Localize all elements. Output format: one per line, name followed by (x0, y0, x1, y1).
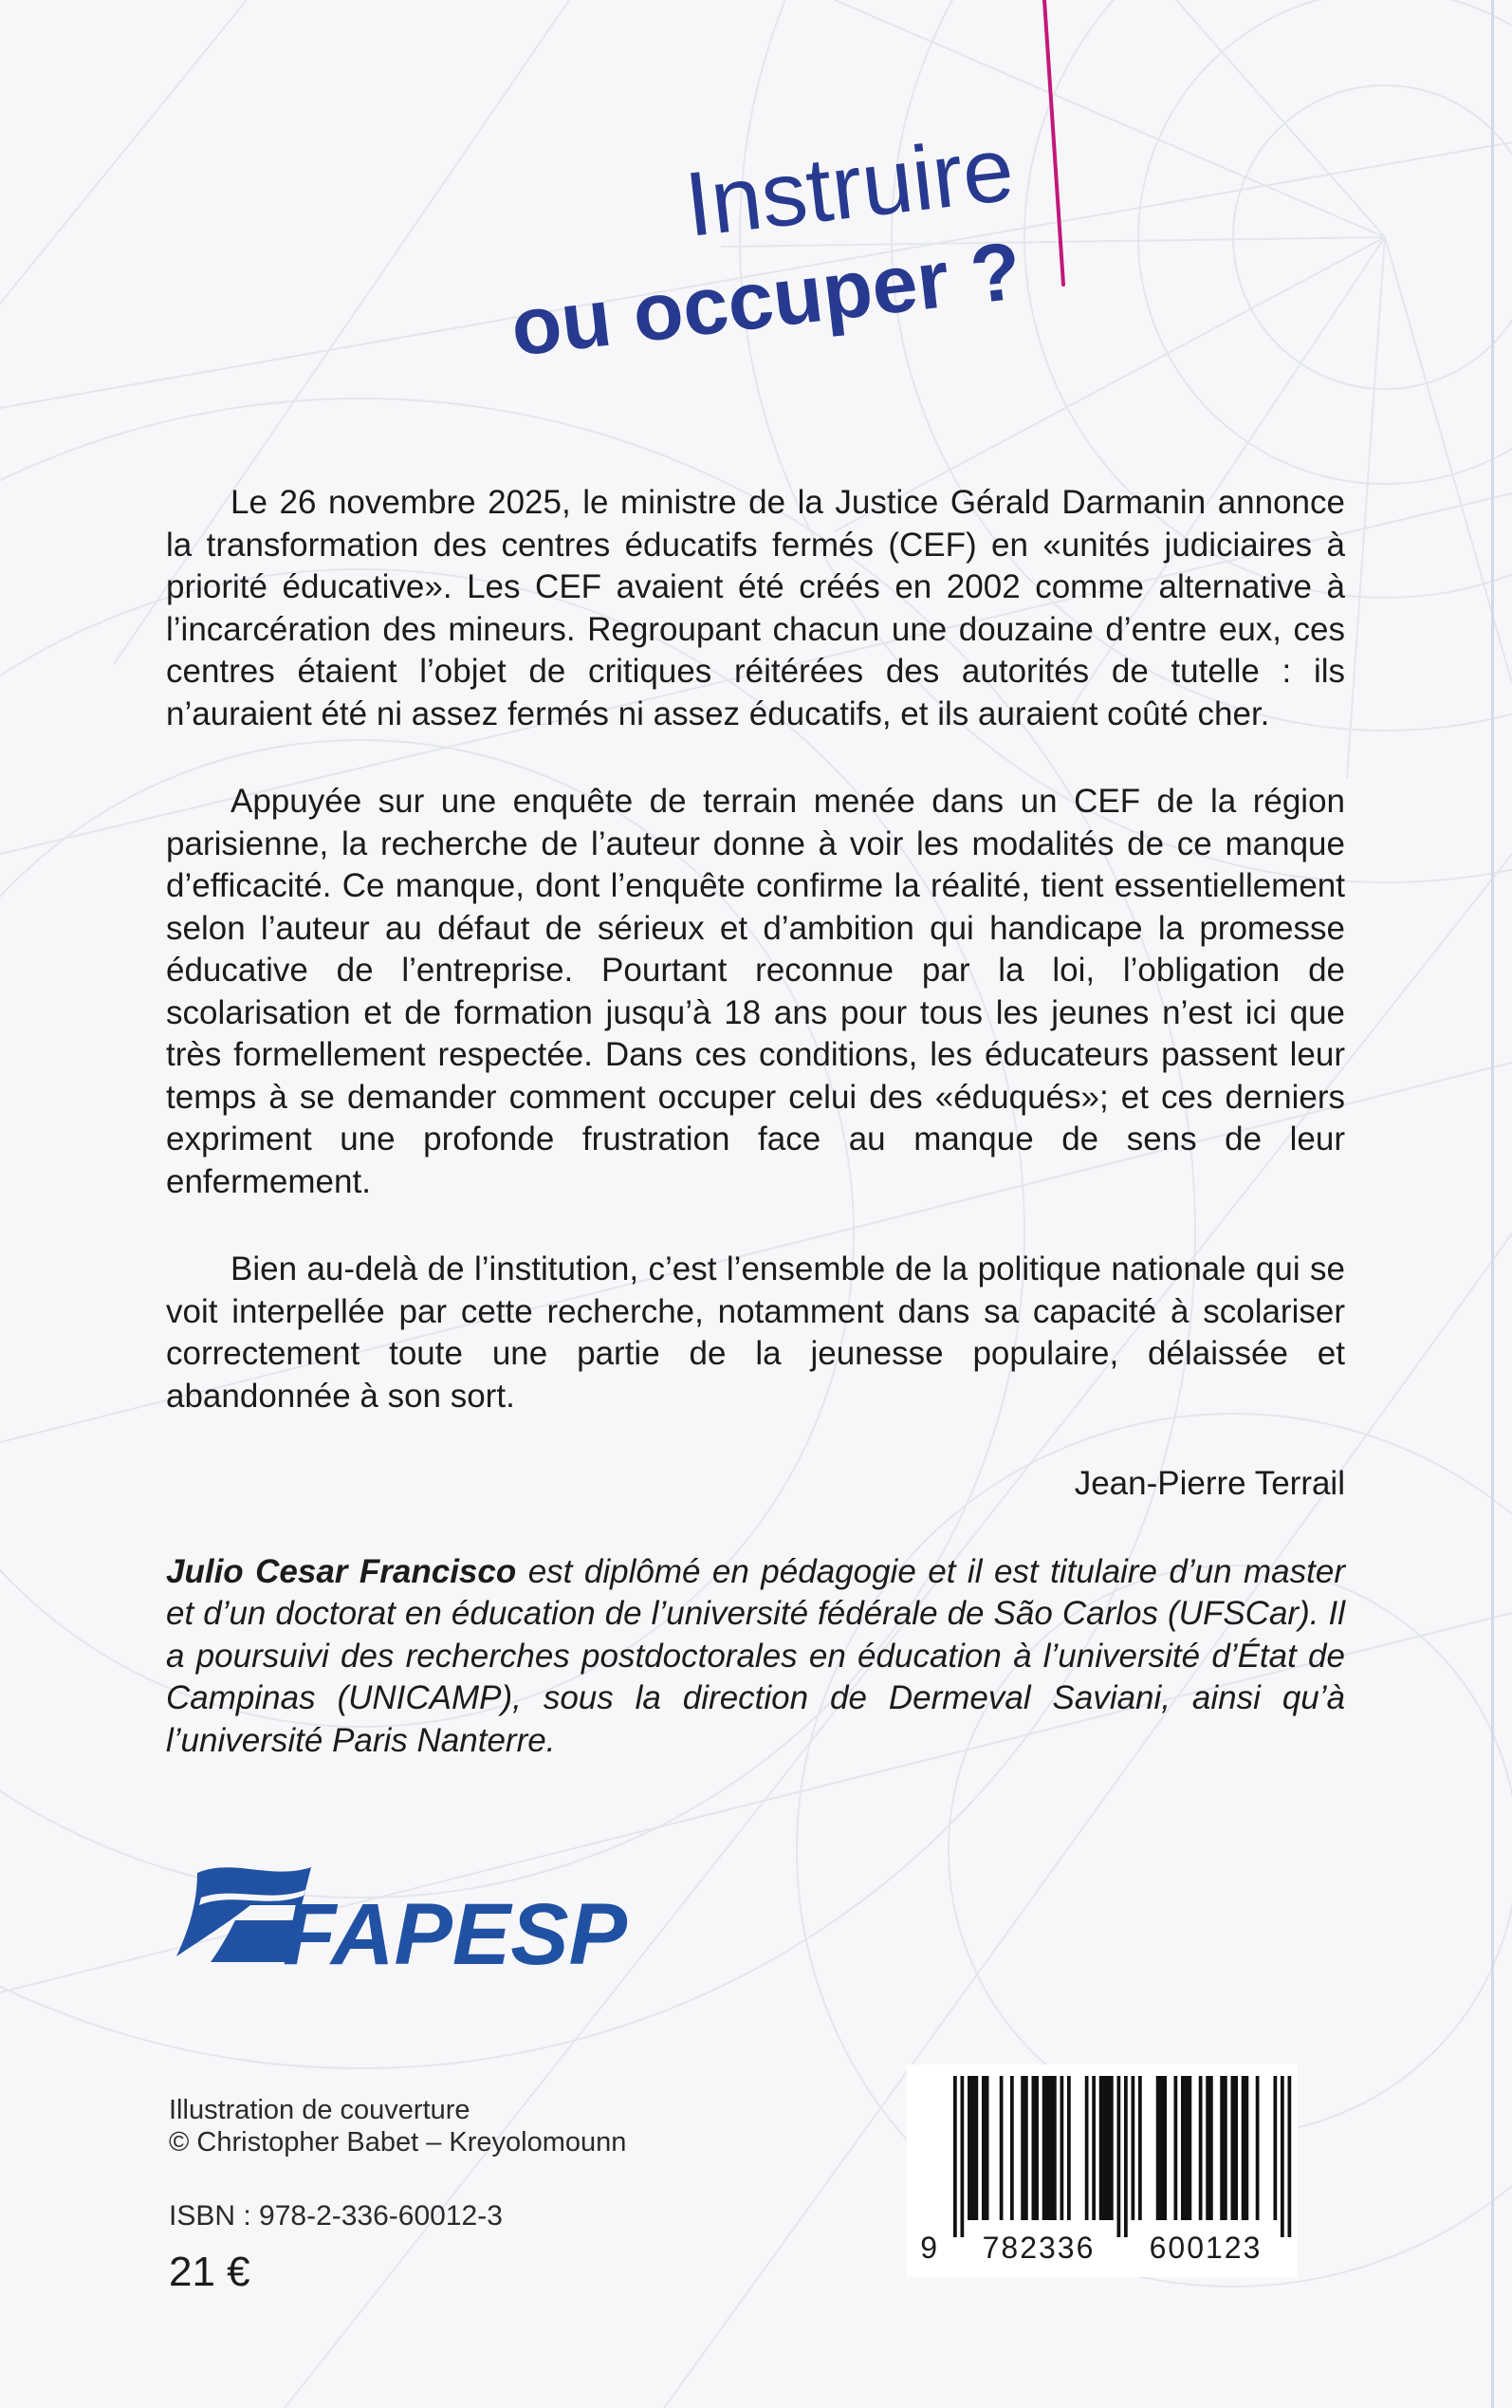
barcode-bar (1174, 2076, 1178, 2220)
barcode-bar (1206, 2076, 1213, 2220)
barcode-guard-bar (961, 2076, 965, 2237)
paragraph-3: Bien au-delà de l’institution, c’est l’ensemble de la politique nationale qui se voit interpellée par cette recherche, notamment dans sa capacité à scolariser correctement toute une partie de la jeunesse populaire, délaissée et abandonnée à son sort. (166, 1250, 1345, 1415)
pattern-line (1176, 0, 1385, 237)
barcode-bar (1138, 2076, 1142, 2220)
fapesp-wordmark: FAPESP (283, 1886, 628, 1973)
barcode-right-digits: 600123 (1149, 2231, 1263, 2265)
barcode-bar (1021, 2076, 1028, 2220)
barcode-bar (1256, 2076, 1260, 2220)
pattern-line (1347, 237, 1385, 778)
barcode-bar (1199, 2076, 1203, 2220)
barcode-bar (1099, 2076, 1114, 2220)
barcode-bar (1220, 2076, 1227, 2220)
barcode-guard-bar (1117, 2076, 1121, 2237)
barcode-bar (1010, 2076, 1014, 2220)
barcode-first-digit: 9 (920, 2231, 939, 2265)
barcode-guard-bar (1124, 2076, 1128, 2237)
ean-barcode (907, 2065, 1298, 2277)
barcode-bar (1085, 2076, 1089, 2220)
back-cover-text (166, 482, 1345, 1762)
barcode-bar (1092, 2076, 1096, 2220)
barcode-guard-bar (953, 2076, 957, 2237)
title-line-1: Instruire (680, 118, 1019, 256)
price: 21 € (169, 2249, 250, 2295)
author-name: Julio Cesar Francisco (166, 1552, 517, 1590)
paragraph-2: Appuyée sur une enquête de terrain menée dans un CEF de la région parisienne, la recherche de l’auteur donne à voir les modalités de ce manque d’efficacité. Ce manque, dont l’enquête confirme la réalité, tient essentiellement selon l’auteur au défaut de sérieux et d’ambition qui handicape la promesse éducative de l’entreprise. Pourtant reconnue par la loi, l’obligation de scolarisation et de formation jusqu’à 18 ans pour tous les jeunes n’est ici que très formellement respectée. Dans ces conditions, les éducateurs passent leur temps à se demander comment occuper celui des «éduqués»; et ces derniers expriment une profonde frustration face au manque de sens de leur enfermement. (166, 783, 1345, 1200)
credit-line-2: © Christopher Babet – Kreyolomounn (169, 2127, 627, 2158)
barcode-bar (1231, 2076, 1239, 2220)
barcode-left-digits: 782336 (982, 2231, 1096, 2265)
title-line-2: ou occuper ? (507, 225, 1026, 374)
barcode-guard-bar (1281, 2076, 1284, 2237)
barcode-bar (968, 2076, 978, 2220)
barcode-bar (1274, 2076, 1278, 2220)
barcode-bar (982, 2076, 989, 2220)
spine-edge (1491, 0, 1494, 2408)
fapesp-logo (176, 1860, 641, 1973)
barcode-bar (1242, 2076, 1249, 2220)
pattern-line (0, 0, 247, 304)
barcode-bar (1181, 2076, 1191, 2220)
paragraph-1: Le 26 novembre 2025, le ministre de la Justice Gérald Darmanin annonce la transformation des centres éducatifs fermés (CEF) en «unités judiciaires à priorité éducative». Les CEF avaient été créés en 2002 comme alternative à l’incarcération des mineurs. Regroupant chacun une douzaine d’entre eux, ces centres étaient l’objet de critiques réitérées des autorités de tutelle : ils n’auraient été ni assez fermés ni assez éducatifs, et ils auraient coûté cher. (166, 484, 1345, 732)
barcode-bar (1060, 2076, 1064, 2220)
author-bio (166, 1551, 1345, 1763)
signature: Jean-Pierre Terrail (1074, 1465, 1345, 1502)
barcode-bar (1156, 2076, 1167, 2220)
author-bio-text: est diplômé en pédagogie et il est titulaire d’un master et d’un doctorat en éducation de l’université fédérale de São Carlos (UFSCar). Il a poursuivi des recherches postdoctorales en éducation à l’université d’État de Campinas (UNICAMP), sous la direction de Dermeval Saviani, ainsi qu’à l’université Paris Nanterre. (166, 1552, 1345, 1759)
barcode-bar (1000, 2076, 1004, 2220)
barcode-bar (1132, 2076, 1135, 2220)
pattern-circle (1138, 0, 1512, 484)
cover-credits (169, 2094, 626, 2158)
barcode-bar (1042, 2076, 1057, 2220)
barcode-bar (1032, 2076, 1040, 2220)
barcode-bar (1067, 2076, 1071, 2220)
barcode-guard-bar (1288, 2076, 1292, 2237)
isbn: ISBN : 978-2-336-60012-3 (169, 2200, 503, 2232)
credit-line-1: Illustration de couverture (169, 2095, 470, 2125)
